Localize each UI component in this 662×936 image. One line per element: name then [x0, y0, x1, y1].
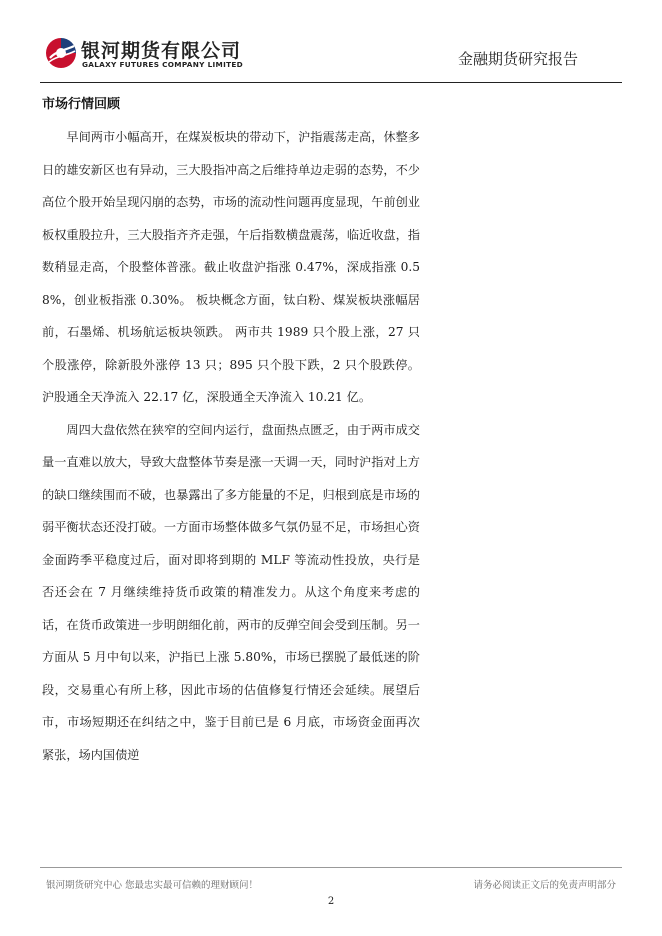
article-body	[42, 121, 420, 771]
footer-divider	[40, 867, 622, 868]
report-title: 金融期货研究报告	[457, 50, 578, 68]
galaxy-logo-icon	[44, 36, 78, 70]
paragraph-1: 早间两市小幅高开，在煤炭板块的带动下，沪指震荡走高，休整多日的雄安新区也有异动，三大股指冲高之后维持单边走弱的态势，不少高位个股开始呈现闪崩的态势，市场的流动性问题再度显现，午前创业板权重股拉升，三大股指齐齐走强，午后指数横盘震荡，临近收盘，指数稍显走高，个股整体普涨。截止收盘沪指涨 0.47%，深成指涨 0.58%，创业板指涨 0.30%。 板块概念方面，钛白粉、煤炭板块涨幅居前，石墨烯、机场航运板块领跌。 两市共 1989 只个股上涨，27 只个股涨停，除新股外涨停 13 只；895 只个股下跌，2 只个股跌停。沪股通全天净流入 22.17 亿，深股通全天净流入 10.21 亿。	[42, 130, 420, 404]
section-title: 市场行情回顾	[42, 97, 121, 112]
company-name-cn: 银河期货有限公司	[81, 40, 242, 62]
footer-disclaimer: 请务必阅读正文后的免责声明部分	[473, 880, 616, 891]
header-divider	[40, 82, 622, 83]
paragraph-2: 周四大盘依然在狭窄的空间内运行，盘面热点匮乏，由于两市成交量一直难以放大，导致大盘整体节奏是涨一天调一天，同时沪指对上方的缺口继续围而不破，也暴露出了多方能量的不足，归根到底是市场的弱平衡状态还没打破。一方面市场整体做多气氛仍显不足，市场担心资金面跨季平稳度过后，面对即将到期的 MLF 等流动性投放，央行是否还会在 7 月继续维持货币政策的精准发力。从这个角度来考虑的话，在货币政策进一步明朗细化前，两市的反弹空间会受到压制。另一方面从 5 月中旬以来，沪指已上涨 5.80%，市场已摆脱了最低迷的阶段，交易重心有所上移，因此市场的估值修复行情还会延续。展望后市，市场短期还在纠结之中，鉴于目前已是 6 月底，市场资金面再次紧张，场内国债逆	[42, 422, 420, 762]
page-number: 2	[327, 896, 335, 907]
company-name-en: GALAXY FUTURES COMPANY LIMITED	[82, 60, 244, 69]
footer-slogan: 银河期货研究中心 您最忠实最可信赖的理财顾问！	[46, 880, 259, 891]
page-header	[0, 0, 662, 86]
